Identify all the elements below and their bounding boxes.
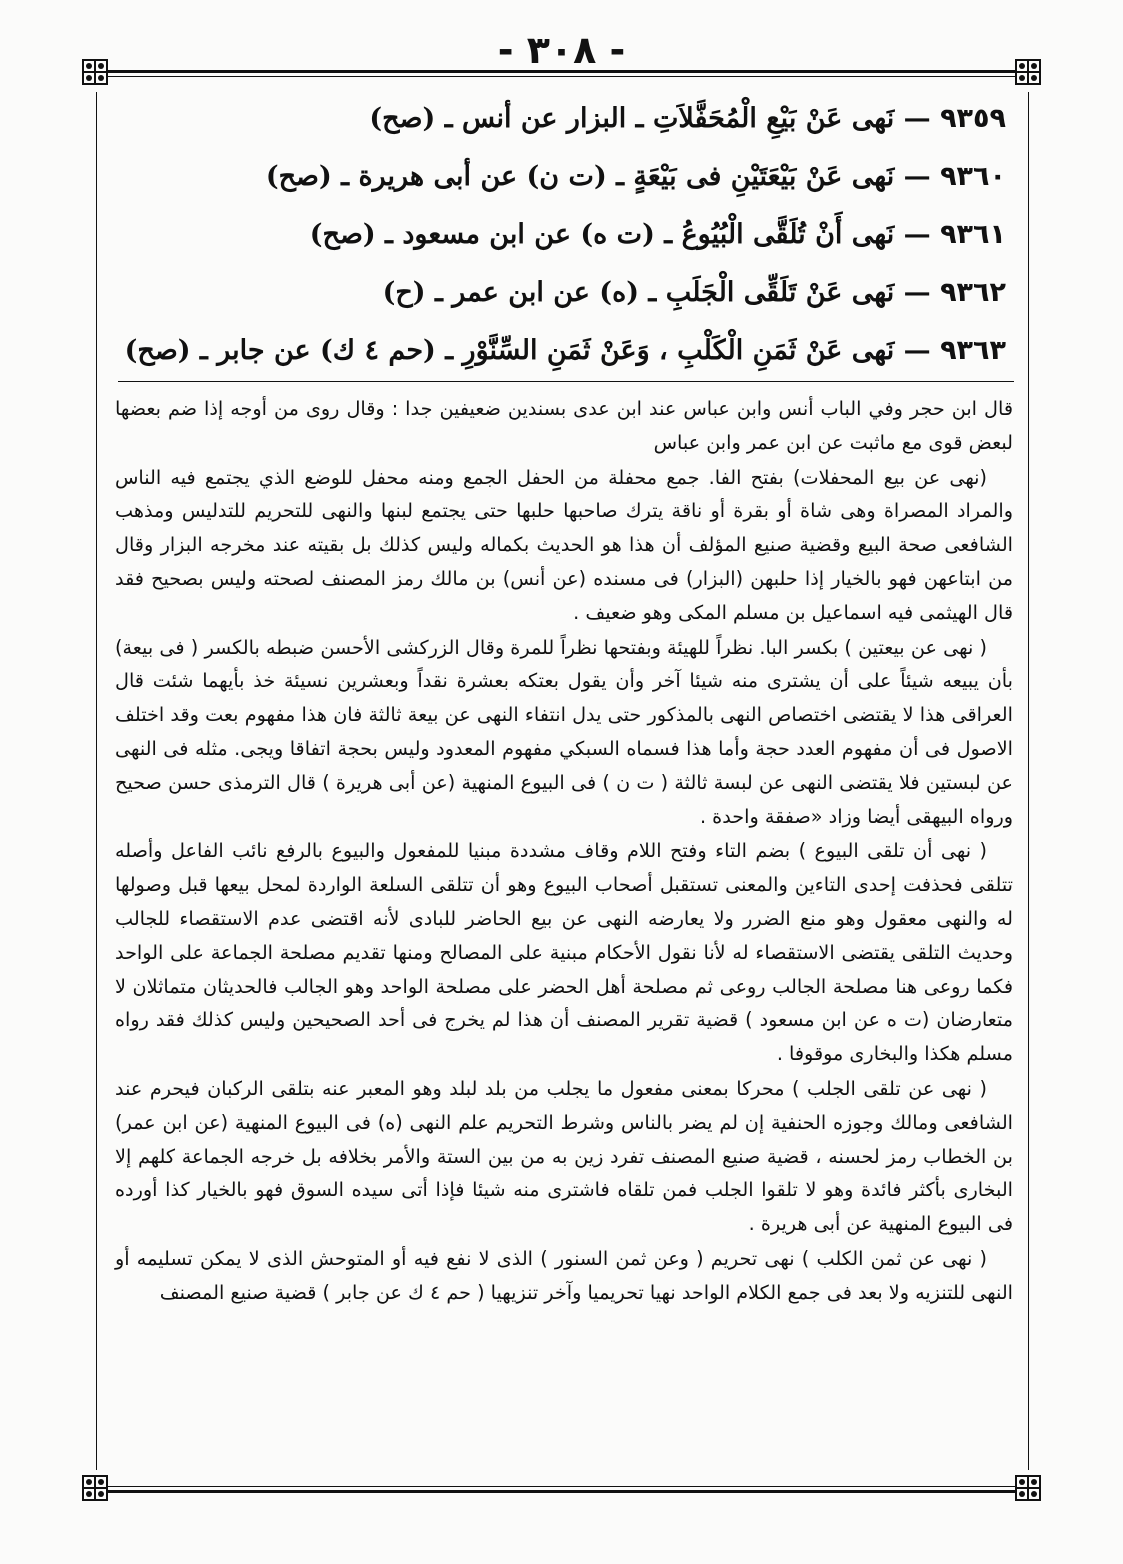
- corner-ornament-icon: [80, 57, 110, 87]
- hadith-text: نَهى عَنْ ثَمَنِ الْكَلْبِ ، وَعَنْ ثَمَنِ السِّنَّوْرِ ـ (حم ٤ ك) عن جابر ـ (صح): [124, 335, 895, 366]
- hadith-number: ٩٣٦٣: [940, 335, 1006, 366]
- hadith-entry: ٩٣٦٢ — نَهى عَنْ تَلَقِّى الْجَلَبِ ـ (ه) عن ابن عمر ـ (ح): [382, 277, 1006, 308]
- hadith-entry: ٩٣٦١ — نَهى أَنْ تُلَقَّى الْبُيُوعُ ـ (ت ه) عن ابن مسعود ـ (صح): [309, 219, 1006, 250]
- hadith-list: [124, 90, 1006, 380]
- commentary-paragraph: ( نهى عن ثمن الكلب ) نهى تحريم ( وعن ثمن السنور ) الذى لا نفع فيه أو المتوحش الذى لا يمكن تسليمه أو النهى للتنزيه ولا بعد فى جمع الكلام الواحد نهيا تحريميا وآخر تنزيهيا ( حم ٤ ك عن جابر ) قضية صنيع المصنف: [115, 1246, 1013, 1304]
- commentary-paragraph: ( نهى عن بيعتين ) بكسر البا. نظراً للهيئة وبفتحها نظراً للمرة وقال الزركشى الأحسن ضبطه بالكسر ( فى بيعة) بأن يبيعه شيئاً على أن يشترى منه شيئا آخر وأن يقول بعتكه بعشرة نقداً وبعشرين نسيئة خذ بأيهما شئت قال العراقى هذا لا يقتضى اختصاص النهى بالمذكور حتى يدل انتفاء النهى عن بيعة ثالثة فان هذا مفهوم بعت وقد اختلف الاصول فى أن مفهوم العدد حجة وأما هذا فسماه السبكي مفهوم المعدود وليس بحجة اتفاقا ويجى. مثله فى النهى عن لبستين فلا يقتضى النهى عن لبسة ثالثة ( ت ن ) فى البيوع المنهية (عن أبى هريرة ) قال الترمذى حسن صحيح ورواه البيهقى أيضا وزاد «صفقة واحدة .: [115, 635, 1013, 828]
- frame-bottom-border: [108, 1486, 1016, 1493]
- commentary-section: [115, 392, 1013, 1310]
- hadith-entry: ٩٣٦٣ — نَهى عَنْ ثَمَنِ الْكَلْبِ ، وَعَنْ ثَمَنِ السِّنَّوْرِ ـ (حم ٤ ك) عن جابر ـ (صح): [124, 335, 1006, 366]
- hadith-text: نَهى عَنْ بَيْعِ الْمُحَفَّلاَتِ ـ البزار عن أنس ـ (صح): [369, 103, 895, 134]
- hadith-entry: ٩٣٥٩ — نَهى عَنْ بَيْعِ الْمُحَفَّلاَتِ ـ البزار عن أنس ـ (صح): [369, 103, 1006, 134]
- hadith-text: نَهى أَنْ تُلَقَّى الْبُيُوعُ ـ (ت ه) عن ابن مسعود ـ (صح): [309, 219, 895, 250]
- commentary-paragraph: ( نهى عن تلقى الجلب ) محركا بمعنى مفعول ما يجلب من بلد لبلد وهو المعبر عنه بتلقى الركبان فيحرم عند الشافعى ومالك وجوزه الحنفية إن لم يضر بالناس وشرط التحريم علم النهى (ه) فى البيوع المنهية (عن ابن عمر) بن الخطاب رمز لحسنه ، قضية صنيع المصنف تفرد زين به من بين الستة والأمر بخلافه بل خرجه الجماعة كلهم إلا البخارى بأكثر فائدة وهو لا تلقوا الجلب فمن تلقاه فاشترى منه شيئا فإذا أتى سيده السوق فهو بالخيار كذا أورده فى البيوع المنهية عن أبى هريرة .: [115, 1076, 1013, 1236]
- hadith-number: ٩٣٦٢: [940, 277, 1006, 308]
- hadith-number: ٩٣٦٠: [940, 161, 1006, 192]
- hadith-text: نَهى عَنْ تَلَقِّى الْجَلَبِ ـ (ه) عن ابن عمر ـ (ح): [382, 277, 895, 308]
- corner-ornament-icon: [80, 1473, 110, 1503]
- frame-left-border: [96, 92, 97, 1470]
- corner-ornament-icon: [1013, 57, 1043, 87]
- commentary-paragraph: (نهى عن بيع المحفلات) بفتح الفا. جمع محفلة من الحفل الجمع ومنه محفل للوضع الذي يجتمع فيه الناس والمراد المصراة وهى شاة أو بقرة أو ناقة يترك صاحبها حلبها حتى يجتمع لبنها والنهى للتحريم للتدليس ومذهب الشافعى صحة البيع وقضية صنيع المؤلف أن هذا هو الحديث بكماله وليس كذلك بل بقيته عند مخرجه البزار وقال من ابتاعهن فهو بالخيار إذا حلبهن (البزار) فى مسنده (عن أنس) بن مالك رمز المصنف لصحته وليس بصحيح فقد قال الهيثمى فيه اسماعيل بن مسلم المكى وهو ضعيف .: [115, 465, 1013, 624]
- frame-right-border: [1028, 92, 1029, 1470]
- hadith-entry: ٩٣٦٠ — نَهى عَنْ بَيْعَتَيْنِ فى بَيْعَةٍ ـ (ت ن) عن أبى هريرة ـ (صح): [265, 161, 1006, 192]
- hadith-number: ٩٣٥٩: [940, 103, 1006, 134]
- section-separator: [118, 381, 1014, 382]
- page-number: - ٣٠٨ -: [497, 28, 626, 72]
- corner-ornament-icon: [1013, 1473, 1043, 1503]
- hadith-number: ٩٣٦١: [940, 219, 1006, 250]
- commentary-paragraph: قال ابن حجر وفي الباب أنس وابن عباس عند ابن عدى بسندين ضعيفين جدا : وقال روى من أوجه إذا ضم بعضها لبعض قوى مع ماثبت عن ابن عمر وابن عباس: [115, 397, 1013, 454]
- commentary-paragraph: ( نهى أن تلقى البيوع ) بضم التاء وفتح اللام وقاف مشددة مبنيا للمفعول والبيوع بالرفع نائب الفاعل وأصله تتلقى فحذفت إحدى التاءين والمعنى تستقبل أصحاب البيوع وهو أن تتلقى السلعة الواردة لمحل بيعها قبل وصولها له والنهى معقول وهو منع الضرر ولا يعارضه النهى عن بيع الحاضر للبادى لأنه اقتضى عدم الاستقصاء للجالب وحديث التلقى يقتضى الاستقصاء له لأنا نقول الأحكام مبنية على المصالح ومنها تقديم مصلحة الجماعة على الواحد فكما روعى هنا مصلحة الجالب روعى ثم مصلحة أهل الحضر على مصلحة الواحد وهو الجالب فالحديثان متماثلان لا متعارضان (ت ه عن ابن مسعود ) قضية تقرير المصنف أن هذا لم يخرج فى أحد الصحيحين وليس كذلك فقد رواه مسلم هكذا والبخارى موقوفا .: [115, 839, 1013, 1066]
- frame-top-border: [108, 70, 1016, 77]
- hadith-text: نَهى عَنْ بَيْعَتَيْنِ فى بَيْعَةٍ ـ (ت ن) عن أبى هريرة ـ (صح): [265, 161, 895, 192]
